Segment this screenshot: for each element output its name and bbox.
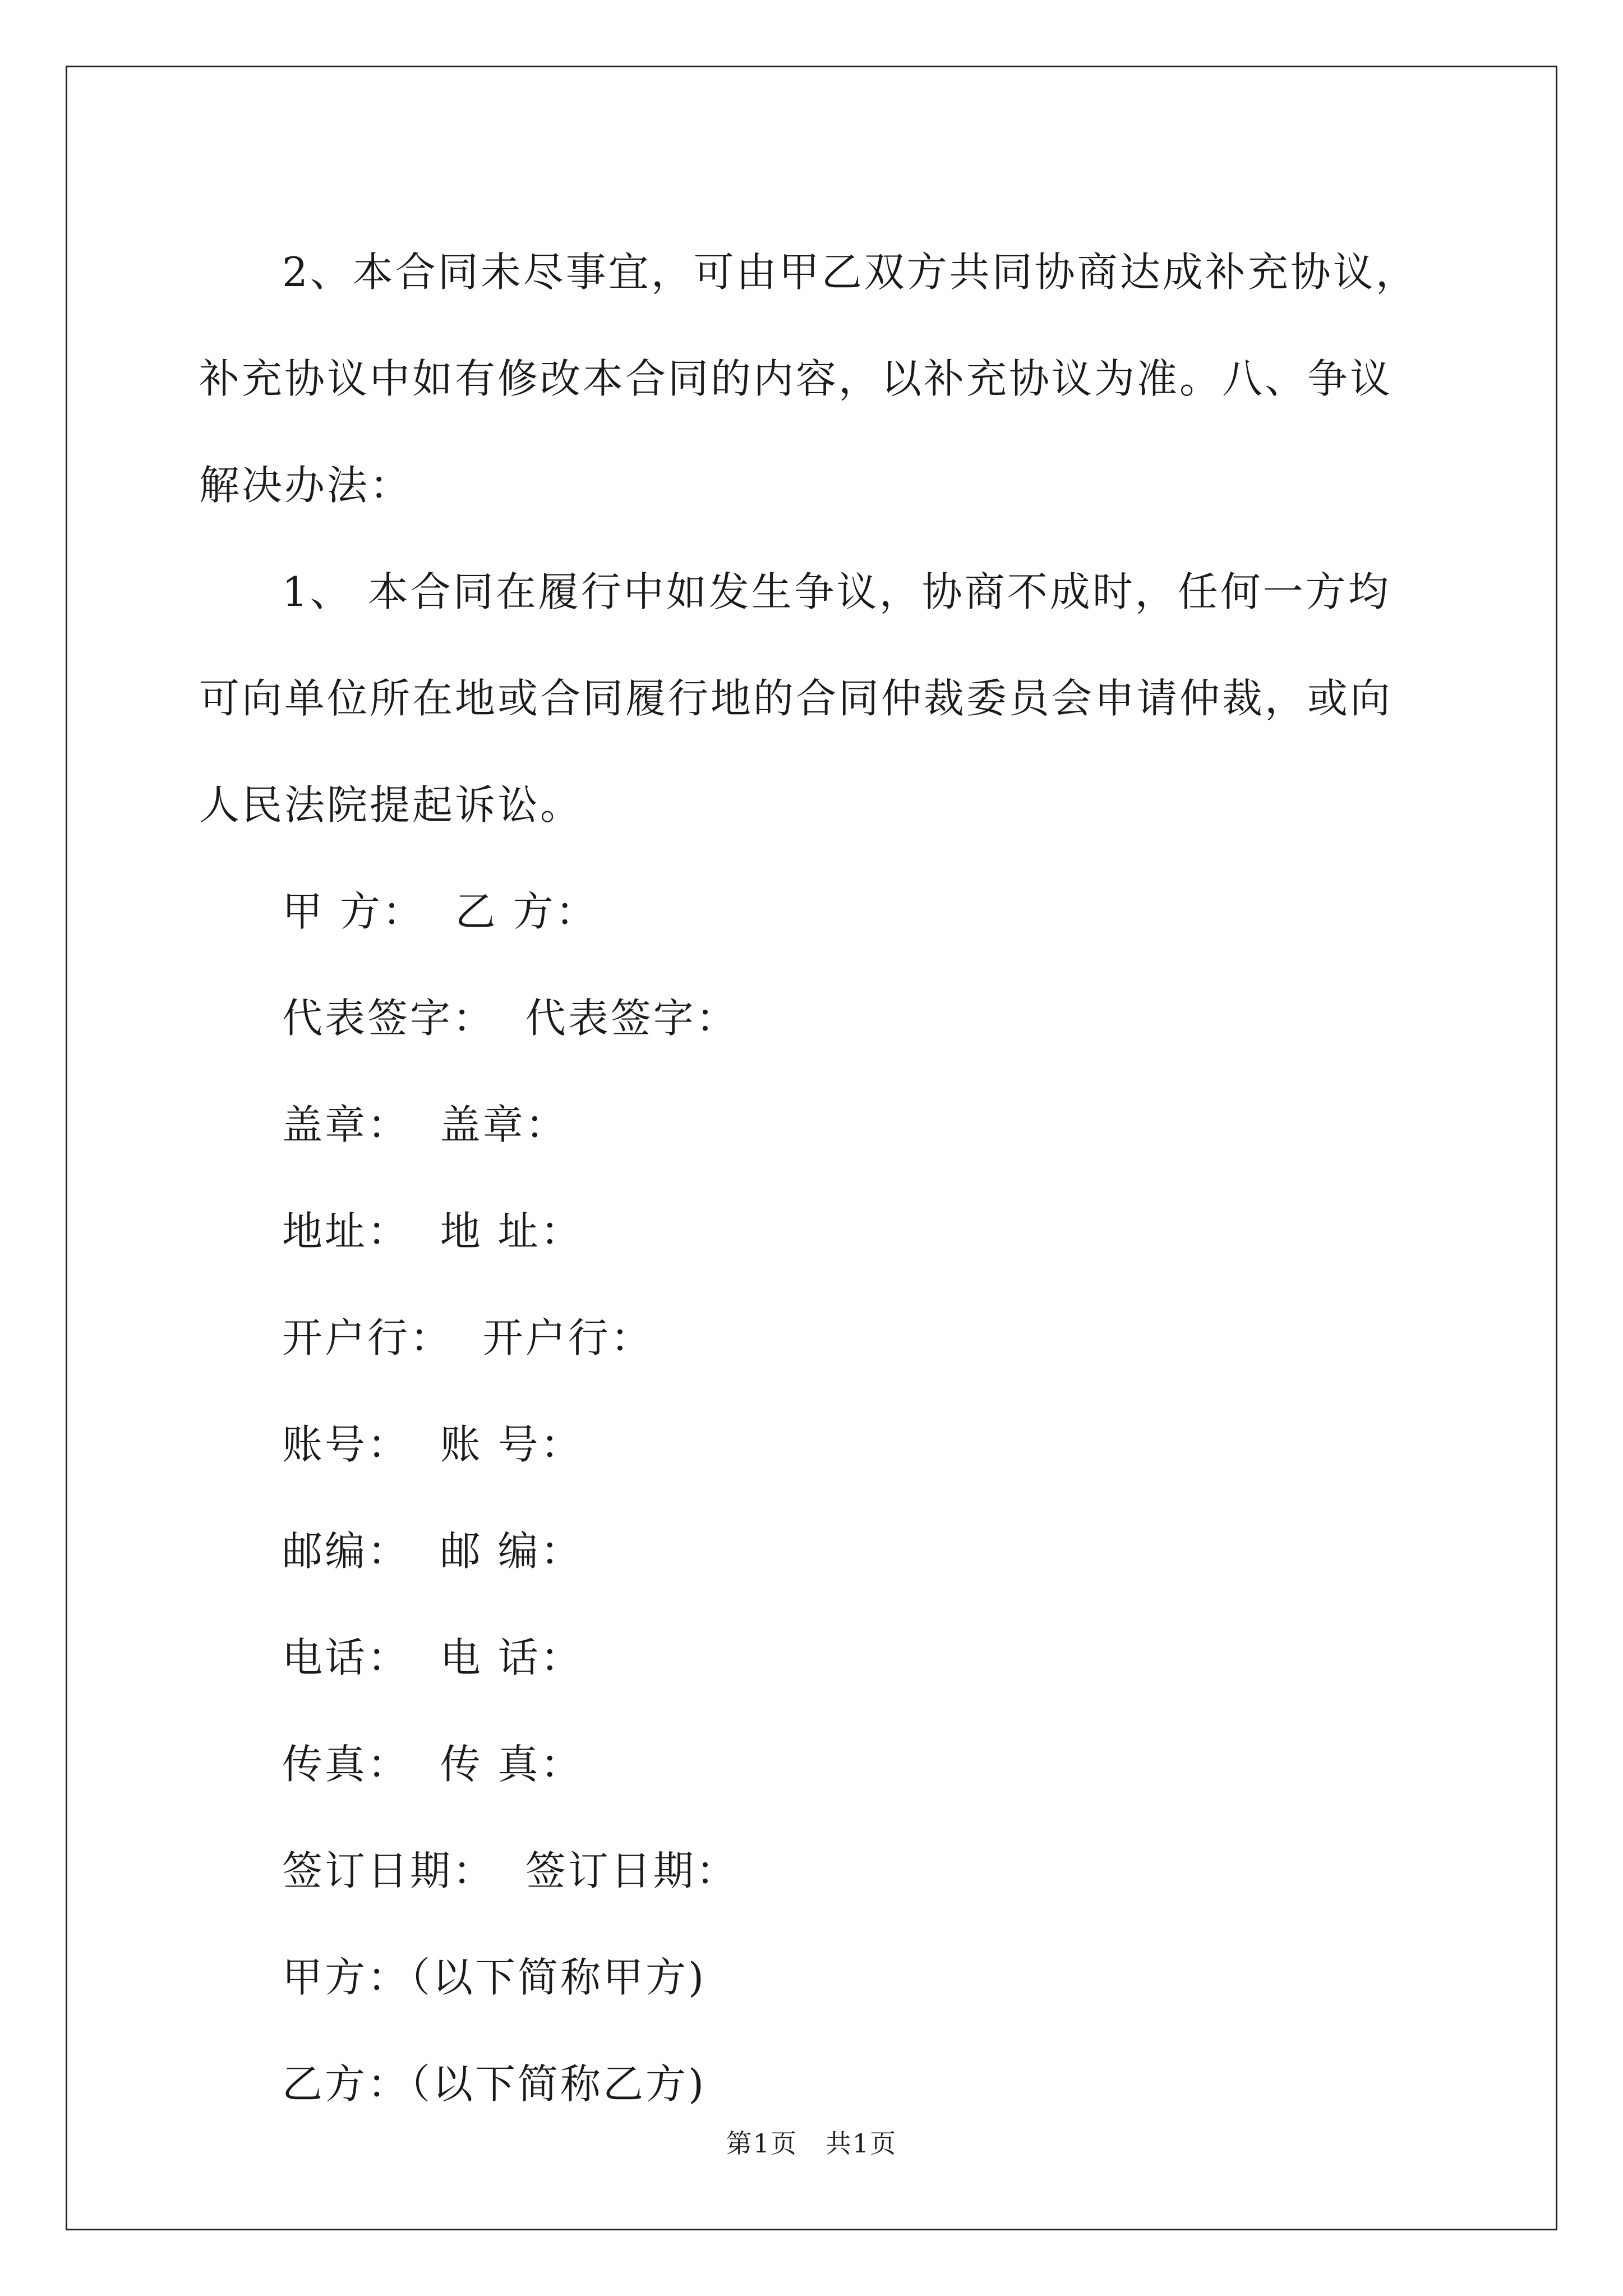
field-seal: 盖章： 盖章： bbox=[282, 1101, 568, 1148]
field-postal-code: 邮编： 邮 编： bbox=[282, 1527, 583, 1575]
document-body bbox=[199, 219, 1433, 2137]
paragraph-dispute-resolution: 1、 本合同在履行中如发生争议，协商不成时，任何一方均可向单位所在地或合同履行地的合同仲裁委员会申请仲裁，或向人民法院提起诉讼。 bbox=[199, 568, 1393, 829]
field-party-a-alias: 甲方：（以下简称甲方) bbox=[282, 1954, 707, 2001]
field-phone: 电话： 电 话： bbox=[282, 1634, 583, 1681]
field-signing-date: 签订日期： 签订日期： bbox=[282, 1847, 739, 1894]
field-bank: 开户行： 开户行： bbox=[282, 1314, 653, 1361]
field-address: 地址： 地 址： bbox=[282, 1208, 583, 1255]
field-party: 甲 方： 乙 方： bbox=[282, 888, 598, 935]
signature-block bbox=[199, 858, 1433, 2137]
field-representative-signature: 代表签字： 代表签字： bbox=[282, 995, 739, 1042]
page-number-footer: 第1页 共1页 bbox=[726, 2128, 897, 2159]
field-account-number: 账号： 账 号： bbox=[282, 1421, 583, 1468]
field-party-b-alias: 乙方：（以下简称乙方) bbox=[282, 2060, 707, 2108]
paragraph-supplementary-agreement: 2、本合同未尽事宜，可由甲乙双方共同协商达成补充协议，补充协议中如有修改本合同的内容，以补充协议为准。八、争议解决办法： bbox=[199, 249, 1418, 509]
field-fax: 传真： 传 真： bbox=[282, 1741, 583, 1788]
